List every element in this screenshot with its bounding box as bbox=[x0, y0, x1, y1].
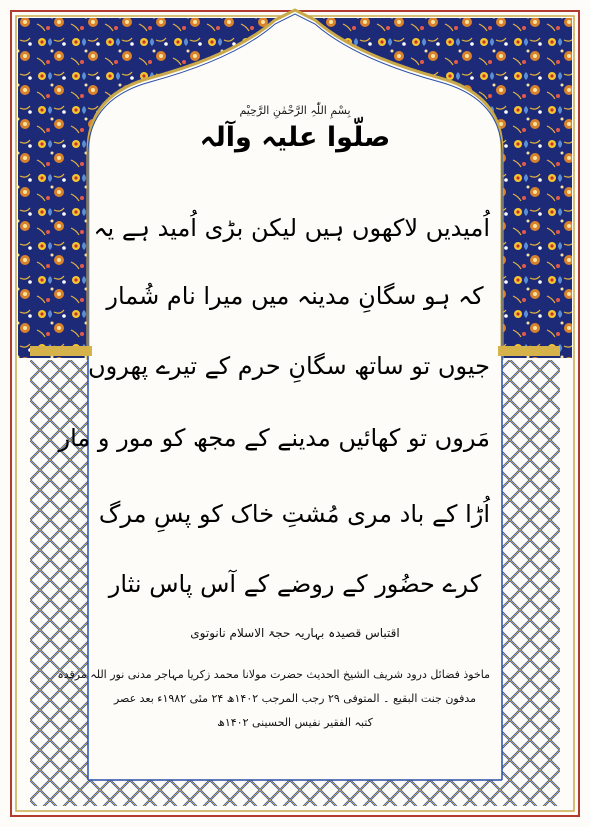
bismillah-heading: بِسْمِ اللّٰہِ الرَّحْمٰنِ الرَّحِیْم bbox=[239, 104, 351, 117]
calligrapher-line: کتبہ الفقیر نفیس الحسینی ۱۴۰۲ھ bbox=[217, 716, 373, 729]
right-column-lattice bbox=[502, 360, 560, 780]
reference-line: ماخوذ فضائل درود شریف الشیخ الحدیث حضرت مولانا محمد زکریا مہاجر مدنی نور اللہ مرقدہ bbox=[57, 668, 490, 681]
left-column-lattice bbox=[30, 360, 88, 780]
poem-line: کرے حضُور کے روضے کے آس پاس نثار bbox=[108, 570, 482, 598]
poem-line: اُمیدیں لاکھوں ہیں لیکن بڑی اُمید ہے یہ bbox=[93, 214, 490, 242]
poem-line: کہ ہو سگانِ مدینہ میں میرا نام شُمار bbox=[106, 282, 484, 310]
poem-text-area bbox=[57, 96, 490, 796]
poem-line: جیوں تو ساتھ سگانِ حرم کے تیرے پھروں bbox=[88, 352, 490, 380]
reference-line: مدفون جنت البقیع ۔ المتوفی ۲۹ رجب المرجب ۱۴۰۲ھ ۲۴ مئی ۱۹۸۲ء بعد عصر bbox=[113, 692, 477, 705]
salawat-heading: صلّوا علیہ وآلہ bbox=[199, 122, 391, 153]
source-attribution: اقتباس قصیدہ بہاریہ حجۃ الاسلام نانوتوی bbox=[190, 626, 400, 640]
poem-line: مَروں تو کھائیں مدینے کے مجھ کو مور و مار bbox=[58, 424, 490, 452]
poem-line: اُڑا کے باد مری مُشتِ خاک کو پسِ مرگ bbox=[98, 500, 490, 528]
